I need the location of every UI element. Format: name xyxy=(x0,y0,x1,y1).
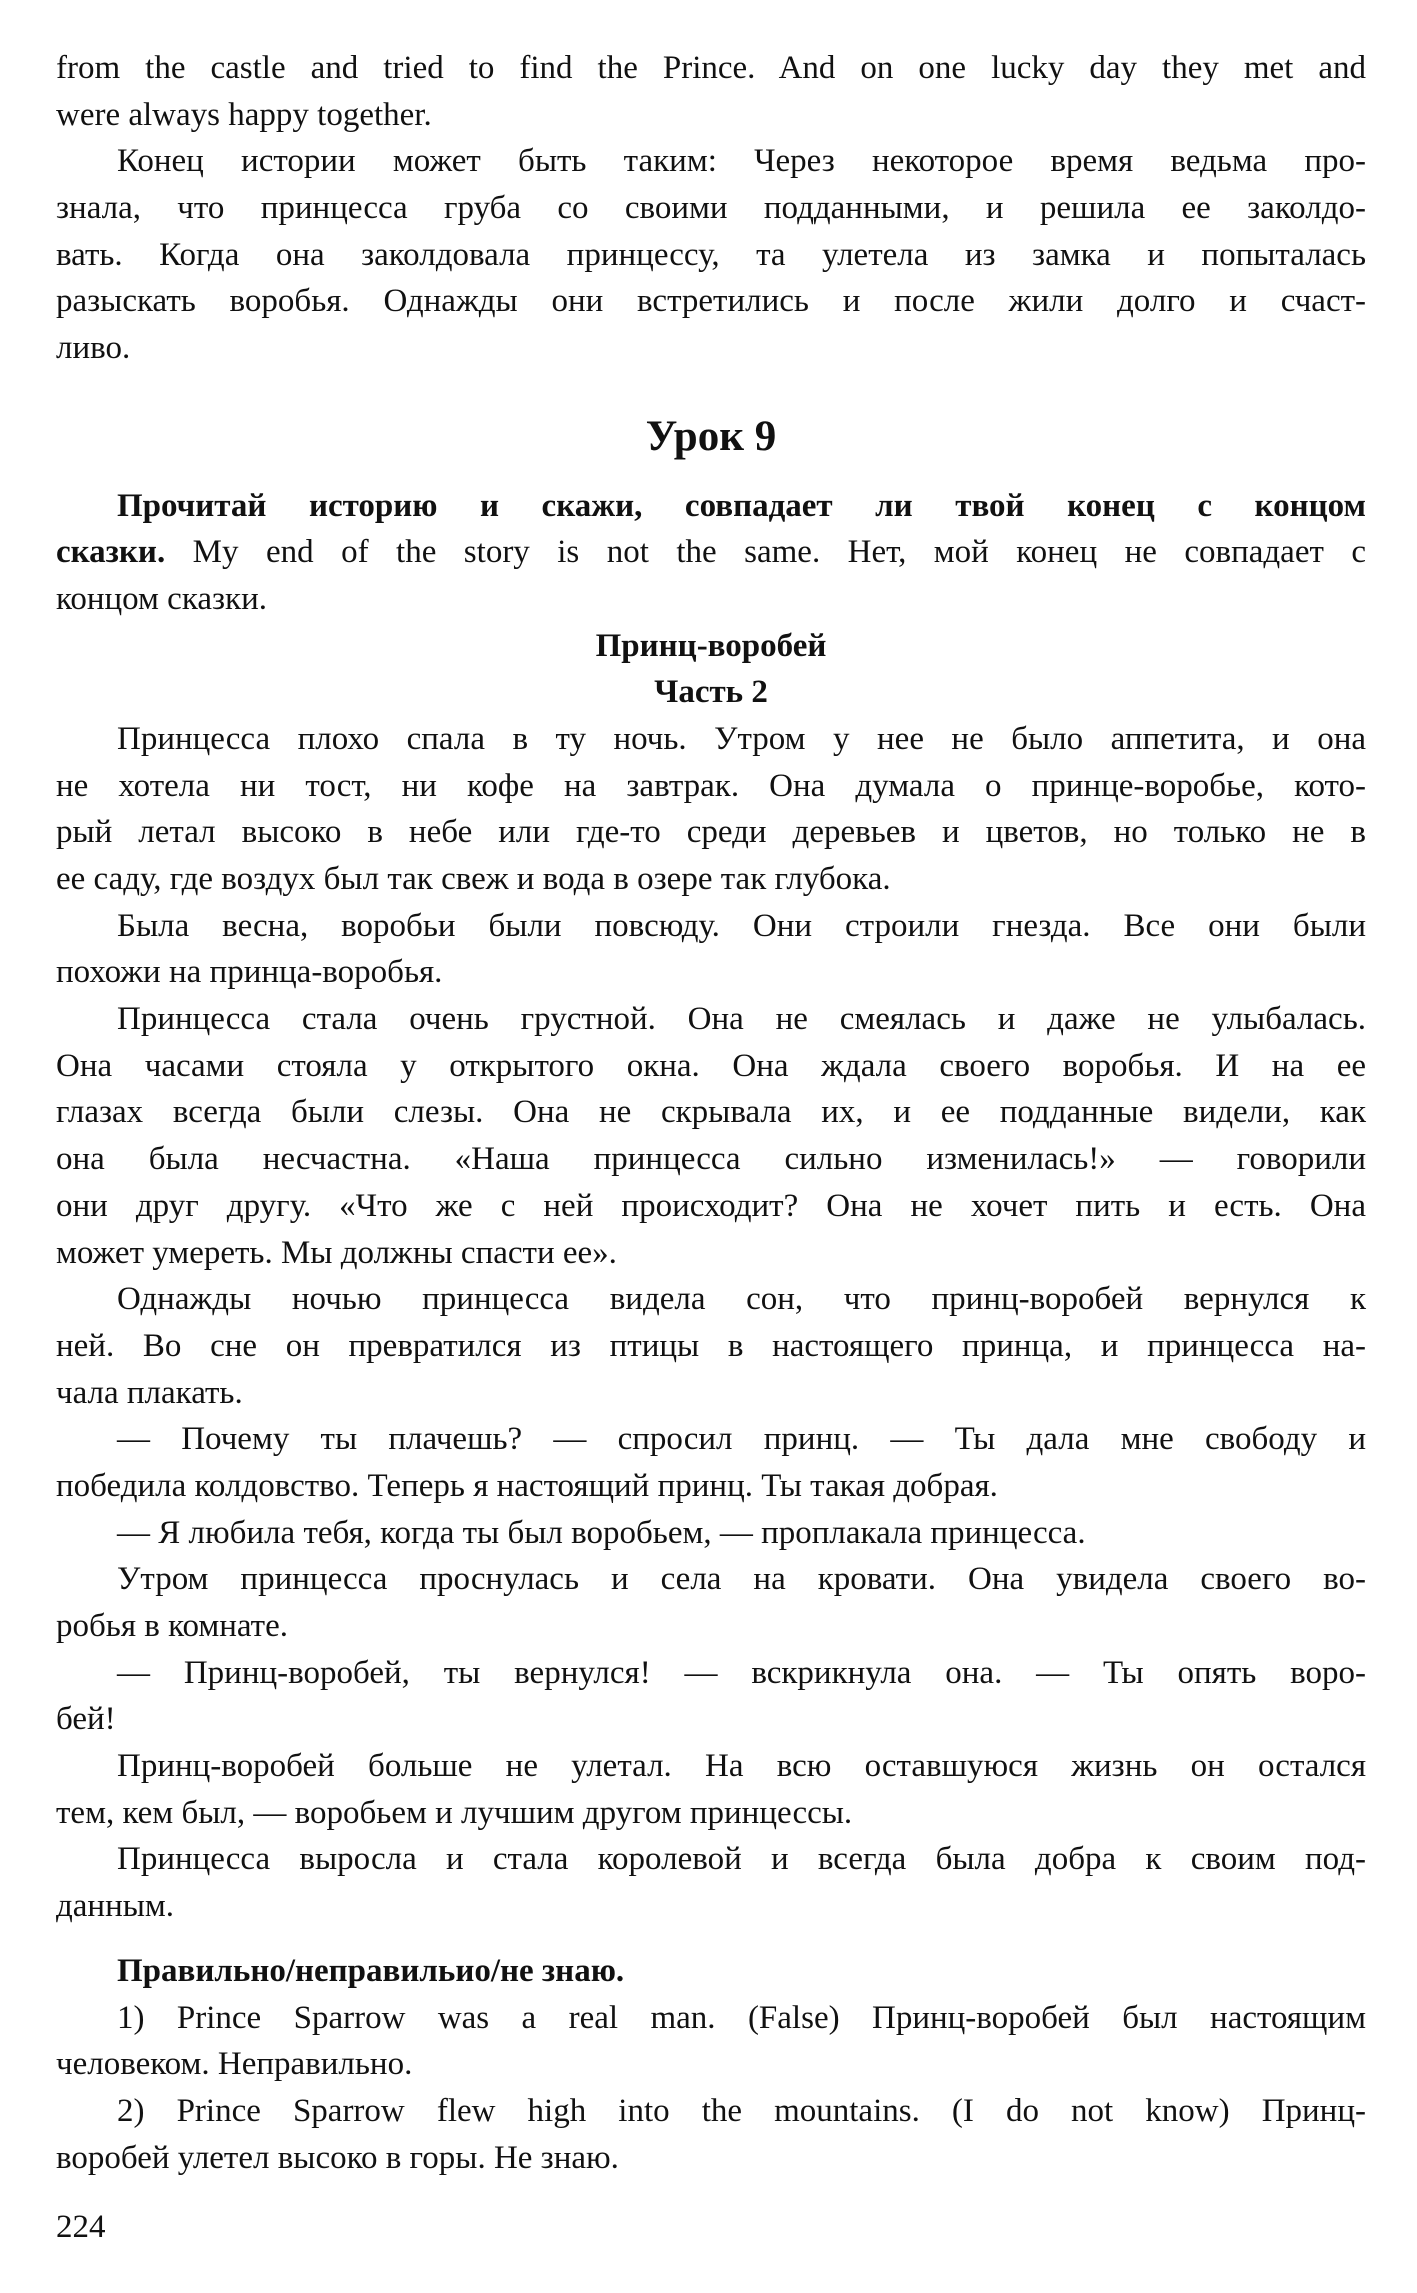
paragraph xyxy=(56,903,1366,996)
plain-text: My end of the story is not the same. Нет, мой конец не совпадает с xyxy=(165,534,1366,571)
text-line: тем, кем был, — воробьем и лучшим другом принцессы. xyxy=(56,1794,853,1831)
story-title: Часть 2 xyxy=(654,674,768,711)
paragraph xyxy=(56,716,1366,903)
text-line: победила колдовство. Теперь я настоящий принц. Ты такая добрая. xyxy=(56,1467,998,1504)
text-line: Однажды ночью принцесса видела сон, что принц-воробей вернулся к xyxy=(117,1281,1366,1318)
paragraph xyxy=(56,1556,1366,1649)
text-line: рый летал высоко в небе или где-то среди деревьев и цветов, но только не в xyxy=(56,814,1366,851)
text-line: were always happy together. xyxy=(56,96,432,133)
text-line: Принцесса плохо спала в ту ночь. Утром у нее не было аппетита, и она xyxy=(117,720,1366,757)
paragraph xyxy=(56,483,1366,623)
exercise-heading: Правильно/неправильио/не знаю. xyxy=(117,1952,625,1989)
text-line: Конец истории может быть таким: Через некоторое время ведьма про- xyxy=(117,143,1366,180)
text-line: 2) Prince Sparrow flew high into the mountains. (I do not know) Принц- xyxy=(117,2092,1366,2129)
text-line: данным. xyxy=(56,1888,175,1925)
text-line: Принц-воробей больше не улетал. На всю оставшуюся жизнь он остался xyxy=(117,1748,1366,1785)
text-line: человеком. Неправильно. xyxy=(56,2046,413,2083)
text-line: не хотела ни тост, ни кофе на завтрак. Она думала о принце-воробье, кото- xyxy=(56,767,1366,804)
paragraph xyxy=(56,1650,1366,1743)
paragraph xyxy=(56,996,1366,1276)
text-line: она была несчастна. «Наша принцесса сильно изменилась!» — говорили xyxy=(56,1141,1366,1178)
text-line: робья в комнате. xyxy=(56,1608,288,1644)
text-line: Принцесса выросла и стала королевой и всегда была добра к своим под- xyxy=(117,1841,1366,1878)
paragraph xyxy=(56,1276,1366,1416)
text-line: ливо. xyxy=(56,330,131,367)
text-line: разыскать воробья. Однажды они встретились и после жили долго и счаст- xyxy=(56,283,1366,320)
text-line: концом сказки. xyxy=(56,580,267,617)
paragraph xyxy=(56,2088,1366,2181)
text-line: они друг другу. «Что же с ней происходит? Она не хочет пить и есть. Она xyxy=(56,1187,1366,1224)
book-page xyxy=(56,45,1366,2251)
page-number: 224 xyxy=(56,2209,106,2246)
story-title: Принц-воробей xyxy=(595,627,827,664)
paragraph xyxy=(56,138,1366,371)
text-line xyxy=(56,529,1366,576)
text-line: Была весна, воробьи были повсюду. Они строили гнезда. Все они были xyxy=(117,907,1366,944)
text-line: ее саду, где воздух был так свеж и вода в озере так глубока. xyxy=(56,861,891,897)
text-line: бей! xyxy=(56,1701,116,1738)
text-line: — Принц-воробей, ты вернулся! — вскрикнула она. — Ты опять воро- xyxy=(117,1654,1366,1691)
text-line: глазах всегда были слезы. Она не скрывала их, и ее подданные видели, как xyxy=(56,1094,1366,1131)
bold-text: Прочитай историю и скажи, совпадает ли твой конец с концом xyxy=(117,487,1366,524)
paragraph xyxy=(56,1743,1366,1836)
paragraph xyxy=(56,1510,1366,1557)
bold-text: сказки. xyxy=(56,534,166,571)
text-line: знала, что принцесса груба со своими подданными, и решила ее заколдо- xyxy=(56,190,1366,227)
text-line: ней. Во сне он превратился из птицы в настоящего принца, и принцесса на- xyxy=(56,1327,1366,1364)
text-line: — Я любила тебя, когда ты был воробьем, — проплакала принцесса. xyxy=(117,1514,1086,1551)
text-line: воробей улетел высоко в горы. Не знаю. xyxy=(56,2139,619,2176)
text-line: Утром принцесса проснулась и села на кровати. Она увидела своего во- xyxy=(117,1561,1366,1598)
text-line: Принцесса стала очень грустной. Она не смеялась и даже не улыбалась. xyxy=(117,1001,1366,1038)
text-line: похожи на принца-воробья. xyxy=(56,954,443,991)
text-line: Она часами стояла у открытого окна. Она ждала своего воробья. И на ее xyxy=(56,1047,1366,1084)
text-line xyxy=(56,483,1366,530)
paragraph xyxy=(56,1416,1366,1509)
text-line: 1) Prince Sparrow was a real man. (False) Принц-воробей был настоящим xyxy=(117,1999,1366,2036)
text-line: может умереть. Мы должны спасти ее». xyxy=(56,1234,617,1271)
paragraph xyxy=(56,1836,1366,1929)
lesson-heading: Урок 9 xyxy=(645,412,777,460)
paragraph xyxy=(56,1995,1366,2088)
text-line: вать. Когда она заколдовала принцессу, та улетела из замка и попыталась xyxy=(56,236,1366,273)
text-line: чала плакать. xyxy=(56,1374,243,1411)
text-line: from the castle and tried to find the Prince. And on one lucky day they met and xyxy=(56,50,1366,86)
text-line: — Почему ты плачешь? — спросил принц. — Ты дала мне свободу и xyxy=(117,1421,1366,1458)
paragraph xyxy=(56,45,1366,138)
